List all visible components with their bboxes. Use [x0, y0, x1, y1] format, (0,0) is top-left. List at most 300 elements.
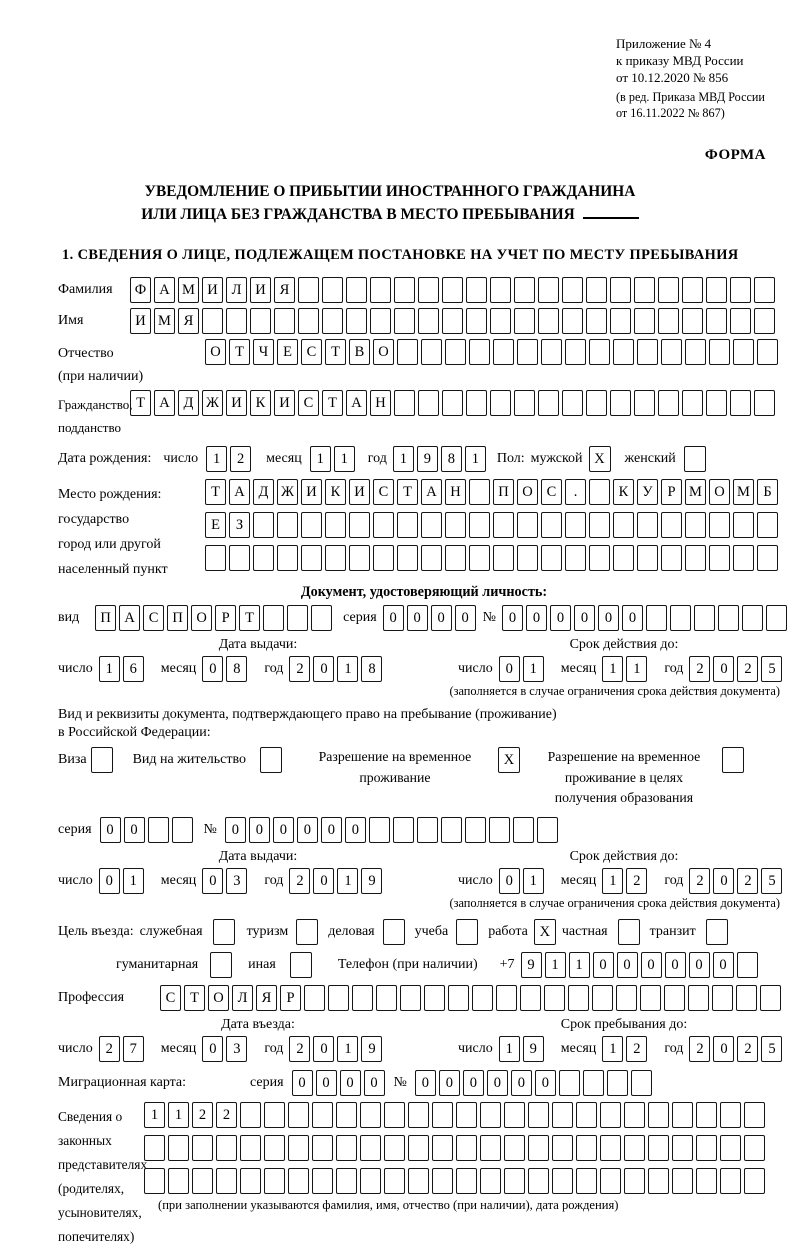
char-cell[interactable]: [670, 605, 691, 631]
char-cell[interactable]: С: [373, 479, 394, 505]
char-cell[interactable]: И: [130, 308, 151, 334]
char-cell[interactable]: [418, 308, 439, 334]
char-cell[interactable]: [369, 817, 390, 843]
char-cell[interactable]: [648, 1102, 669, 1128]
char-cell[interactable]: 0: [340, 1070, 361, 1096]
char-cell[interactable]: [216, 1168, 237, 1194]
char-cell[interactable]: [445, 545, 466, 571]
char-cell[interactable]: [544, 985, 565, 1011]
char-cell[interactable]: 8: [361, 656, 382, 682]
char-cell[interactable]: 0: [499, 656, 520, 682]
char-cell[interactable]: О: [208, 985, 229, 1011]
char-cell[interactable]: 0: [202, 1036, 223, 1062]
char-cell[interactable]: 0: [499, 868, 520, 894]
char-cell[interactable]: 0: [550, 605, 571, 631]
char-cell[interactable]: 0: [313, 1036, 334, 1062]
char-cell[interactable]: [421, 545, 442, 571]
char-cell[interactable]: [312, 1102, 333, 1128]
char-cell[interactable]: Р: [215, 605, 236, 631]
char-cell[interactable]: [685, 545, 706, 571]
char-cell[interactable]: 5: [761, 656, 782, 682]
char-cell[interactable]: [349, 545, 370, 571]
purpose-tourism-checkbox[interactable]: [296, 919, 318, 945]
char-cell[interactable]: Т: [184, 985, 205, 1011]
char-cell[interactable]: 0: [383, 605, 404, 631]
char-cell[interactable]: [661, 545, 682, 571]
char-cell[interactable]: 1: [602, 1036, 623, 1062]
char-cell[interactable]: Я: [256, 985, 277, 1011]
sex-female-checkbox[interactable]: [684, 446, 706, 472]
char-cell[interactable]: [730, 390, 751, 416]
char-cell[interactable]: [610, 390, 631, 416]
char-cell[interactable]: [432, 1168, 453, 1194]
char-cell[interactable]: [613, 512, 634, 538]
char-cell[interactable]: [360, 1102, 381, 1128]
char-cell[interactable]: 2: [626, 868, 647, 894]
char-cell[interactable]: Д: [178, 390, 199, 416]
char-cell[interactable]: 1: [393, 446, 414, 472]
char-cell[interactable]: [346, 277, 367, 303]
char-cell[interactable]: [586, 390, 607, 416]
char-cell[interactable]: 9: [521, 952, 542, 978]
char-cell[interactable]: 0: [574, 605, 595, 631]
char-cell[interactable]: 8: [226, 656, 247, 682]
char-cell[interactable]: [541, 545, 562, 571]
visa-checkbox[interactable]: [91, 747, 113, 773]
char-cell[interactable]: [322, 308, 343, 334]
char-cell[interactable]: [757, 512, 778, 538]
char-cell[interactable]: Ж: [277, 479, 298, 505]
char-cell[interactable]: [202, 308, 223, 334]
char-cell[interactable]: И: [301, 479, 322, 505]
char-cell[interactable]: [517, 512, 538, 538]
char-cell[interactable]: 3: [226, 1036, 247, 1062]
char-cell[interactable]: [744, 1135, 765, 1161]
char-cell[interactable]: [576, 1168, 597, 1194]
char-cell[interactable]: [514, 277, 535, 303]
char-cell[interactable]: [274, 308, 295, 334]
char-cell[interactable]: С: [298, 390, 319, 416]
char-cell[interactable]: [730, 277, 751, 303]
char-cell[interactable]: 0: [124, 817, 145, 843]
char-cell[interactable]: [694, 605, 715, 631]
char-cell[interactable]: [637, 512, 658, 538]
char-cell[interactable]: [736, 985, 757, 1011]
char-cell[interactable]: [490, 277, 511, 303]
char-cell[interactable]: [706, 308, 727, 334]
char-cell[interactable]: 1: [310, 446, 331, 472]
char-cell[interactable]: [541, 339, 562, 365]
char-cell[interactable]: [576, 1102, 597, 1128]
char-cell[interactable]: 2: [689, 868, 710, 894]
char-cell[interactable]: [480, 1102, 501, 1128]
char-cell[interactable]: [408, 1168, 429, 1194]
purpose-business-checkbox[interactable]: [383, 919, 405, 945]
char-cell[interactable]: 7: [123, 1036, 144, 1062]
char-cell[interactable]: [287, 605, 308, 631]
char-cell[interactable]: [754, 308, 775, 334]
char-cell[interactable]: [432, 1135, 453, 1161]
char-cell[interactable]: А: [119, 605, 140, 631]
char-cell[interactable]: 0: [273, 817, 294, 843]
char-cell[interactable]: 1: [602, 868, 623, 894]
char-cell[interactable]: [144, 1168, 165, 1194]
char-cell[interactable]: [672, 1102, 693, 1128]
char-cell[interactable]: С: [541, 479, 562, 505]
char-cell[interactable]: [394, 390, 415, 416]
char-cell[interactable]: 0: [297, 817, 318, 843]
char-cell[interactable]: [373, 545, 394, 571]
char-cell[interactable]: [504, 1168, 525, 1194]
char-cell[interactable]: [624, 1168, 645, 1194]
char-cell[interactable]: [264, 1102, 285, 1128]
char-cell[interactable]: [586, 277, 607, 303]
char-cell[interactable]: [469, 479, 490, 505]
char-cell[interactable]: [456, 1135, 477, 1161]
char-cell[interactable]: 2: [99, 1036, 120, 1062]
char-cell[interactable]: [709, 339, 730, 365]
char-cell[interactable]: [682, 308, 703, 334]
char-cell[interactable]: 9: [361, 868, 382, 894]
char-cell[interactable]: 2: [689, 656, 710, 682]
char-cell[interactable]: [592, 985, 613, 1011]
char-cell[interactable]: [421, 512, 442, 538]
char-cell[interactable]: [370, 277, 391, 303]
char-cell[interactable]: [397, 512, 418, 538]
char-cell[interactable]: Д: [253, 479, 274, 505]
char-cell[interactable]: [240, 1102, 261, 1128]
char-cell[interactable]: [562, 277, 583, 303]
char-cell[interactable]: [312, 1168, 333, 1194]
char-cell[interactable]: 0: [511, 1070, 532, 1096]
char-cell[interactable]: [607, 1070, 628, 1096]
char-cell[interactable]: К: [250, 390, 271, 416]
char-cell[interactable]: [216, 1135, 237, 1161]
char-cell[interactable]: [384, 1135, 405, 1161]
char-cell[interactable]: [352, 985, 373, 1011]
char-cell[interactable]: [168, 1135, 189, 1161]
char-cell[interactable]: [720, 1102, 741, 1128]
char-cell[interactable]: 0: [502, 605, 523, 631]
char-cell[interactable]: [448, 985, 469, 1011]
char-cell[interactable]: [349, 512, 370, 538]
char-cell[interactable]: .: [565, 479, 586, 505]
char-cell[interactable]: К: [325, 479, 346, 505]
char-cell[interactable]: [298, 277, 319, 303]
char-cell[interactable]: 5: [761, 1036, 782, 1062]
char-cell[interactable]: 0: [526, 605, 547, 631]
char-cell[interactable]: [565, 545, 586, 571]
char-cell[interactable]: 9: [361, 1036, 382, 1062]
char-cell[interactable]: [514, 308, 535, 334]
char-cell[interactable]: 0: [593, 952, 614, 978]
char-cell[interactable]: 0: [99, 868, 120, 894]
char-cell[interactable]: [583, 1070, 604, 1096]
char-cell[interactable]: [418, 277, 439, 303]
purpose-private-checkbox[interactable]: [618, 919, 640, 945]
residence-permit-checkbox[interactable]: [260, 747, 282, 773]
char-cell[interactable]: [393, 817, 414, 843]
char-cell[interactable]: [528, 1168, 549, 1194]
char-cell[interactable]: [589, 479, 610, 505]
char-cell[interactable]: Р: [661, 479, 682, 505]
char-cell[interactable]: [648, 1135, 669, 1161]
char-cell[interactable]: [465, 817, 486, 843]
char-cell[interactable]: 0: [316, 1070, 337, 1096]
char-cell[interactable]: 0: [665, 952, 686, 978]
char-cell[interactable]: [658, 390, 679, 416]
char-cell[interactable]: [336, 1168, 357, 1194]
char-cell[interactable]: [192, 1168, 213, 1194]
char-cell[interactable]: С: [301, 339, 322, 365]
sex-male-checkbox[interactable]: X: [589, 446, 611, 472]
char-cell[interactable]: [394, 308, 415, 334]
char-cell[interactable]: [514, 390, 535, 416]
char-cell[interactable]: [517, 339, 538, 365]
char-cell[interactable]: И: [274, 390, 295, 416]
char-cell[interactable]: Я: [274, 277, 295, 303]
char-cell[interactable]: [168, 1168, 189, 1194]
char-cell[interactable]: 1: [626, 656, 647, 682]
char-cell[interactable]: [288, 1168, 309, 1194]
char-cell[interactable]: [744, 1168, 765, 1194]
char-cell[interactable]: 0: [321, 817, 342, 843]
char-cell[interactable]: 0: [463, 1070, 484, 1096]
char-cell[interactable]: [263, 605, 284, 631]
char-cell[interactable]: 1: [144, 1102, 165, 1128]
char-cell[interactable]: Я: [178, 308, 199, 334]
char-cell[interactable]: Е: [205, 512, 226, 538]
char-cell[interactable]: [489, 817, 510, 843]
char-cell[interactable]: [661, 512, 682, 538]
char-cell[interactable]: [613, 339, 634, 365]
char-cell[interactable]: О: [191, 605, 212, 631]
char-cell[interactable]: [658, 277, 679, 303]
purpose-other-checkbox[interactable]: [290, 952, 312, 978]
char-cell[interactable]: [589, 512, 610, 538]
char-cell[interactable]: [513, 817, 534, 843]
char-cell[interactable]: [432, 1102, 453, 1128]
char-cell[interactable]: Т: [130, 390, 151, 416]
char-cell[interactable]: 1: [569, 952, 590, 978]
char-cell[interactable]: [325, 512, 346, 538]
char-cell[interactable]: 3: [226, 868, 247, 894]
char-cell[interactable]: П: [95, 605, 116, 631]
char-cell[interactable]: [288, 1135, 309, 1161]
char-cell[interactable]: 2: [289, 1036, 310, 1062]
char-cell[interactable]: [634, 277, 655, 303]
char-cell[interactable]: [559, 1070, 580, 1096]
char-cell[interactable]: А: [421, 479, 442, 505]
char-cell[interactable]: [417, 817, 438, 843]
char-cell[interactable]: [520, 985, 541, 1011]
char-cell[interactable]: 0: [598, 605, 619, 631]
char-cell[interactable]: [253, 545, 274, 571]
char-cell[interactable]: А: [154, 390, 175, 416]
char-cell[interactable]: [172, 817, 193, 843]
char-cell[interactable]: 9: [523, 1036, 544, 1062]
char-cell[interactable]: [709, 545, 730, 571]
char-cell[interactable]: [565, 512, 586, 538]
char-cell[interactable]: [466, 390, 487, 416]
char-cell[interactable]: [301, 512, 322, 538]
purpose-official-checkbox[interactable]: [213, 919, 235, 945]
char-cell[interactable]: 1: [168, 1102, 189, 1128]
char-cell[interactable]: О: [709, 479, 730, 505]
char-cell[interactable]: 5: [761, 868, 782, 894]
char-cell[interactable]: [528, 1102, 549, 1128]
char-cell[interactable]: [493, 545, 514, 571]
char-cell[interactable]: [733, 512, 754, 538]
char-cell[interactable]: [637, 339, 658, 365]
char-cell[interactable]: У: [637, 479, 658, 505]
char-cell[interactable]: [490, 390, 511, 416]
char-cell[interactable]: 2: [626, 1036, 647, 1062]
char-cell[interactable]: [712, 985, 733, 1011]
char-cell[interactable]: [757, 339, 778, 365]
char-cell[interactable]: [528, 1135, 549, 1161]
char-cell[interactable]: Н: [370, 390, 391, 416]
char-cell[interactable]: 1: [545, 952, 566, 978]
char-cell[interactable]: [737, 952, 758, 978]
char-cell[interactable]: [586, 308, 607, 334]
char-cell[interactable]: [616, 985, 637, 1011]
char-cell[interactable]: 2: [737, 868, 758, 894]
char-cell[interactable]: [312, 1135, 333, 1161]
char-cell[interactable]: [640, 985, 661, 1011]
char-cell[interactable]: 0: [415, 1070, 436, 1096]
char-cell[interactable]: [394, 277, 415, 303]
char-cell[interactable]: [240, 1168, 261, 1194]
char-cell[interactable]: [754, 277, 775, 303]
char-cell[interactable]: [600, 1102, 621, 1128]
char-cell[interactable]: М: [178, 277, 199, 303]
char-cell[interactable]: [397, 339, 418, 365]
char-cell[interactable]: [637, 545, 658, 571]
purpose-work-checkbox[interactable]: X: [534, 919, 556, 945]
char-cell[interactable]: К: [613, 479, 634, 505]
char-cell[interactable]: 0: [713, 868, 734, 894]
char-cell[interactable]: [600, 1135, 621, 1161]
char-cell[interactable]: 0: [439, 1070, 460, 1096]
char-cell[interactable]: [696, 1168, 717, 1194]
char-cell[interactable]: [421, 339, 442, 365]
char-cell[interactable]: [634, 390, 655, 416]
char-cell[interactable]: [490, 308, 511, 334]
char-cell[interactable]: 0: [535, 1070, 556, 1096]
char-cell[interactable]: [562, 390, 583, 416]
char-cell[interactable]: М: [733, 479, 754, 505]
char-cell[interactable]: [537, 817, 558, 843]
char-cell[interactable]: [384, 1102, 405, 1128]
char-cell[interactable]: А: [154, 277, 175, 303]
char-cell[interactable]: Л: [226, 277, 247, 303]
char-cell[interactable]: [720, 1168, 741, 1194]
char-cell[interactable]: [709, 512, 730, 538]
char-cell[interactable]: [646, 605, 667, 631]
char-cell[interactable]: 0: [313, 868, 334, 894]
char-cell[interactable]: [469, 339, 490, 365]
char-cell[interactable]: [301, 545, 322, 571]
char-cell[interactable]: [469, 512, 490, 538]
char-cell[interactable]: [493, 512, 514, 538]
char-cell[interactable]: [538, 308, 559, 334]
char-cell[interactable]: Т: [229, 339, 250, 365]
char-cell[interactable]: 2: [737, 656, 758, 682]
char-cell[interactable]: [493, 339, 514, 365]
char-cell[interactable]: [445, 339, 466, 365]
char-cell[interactable]: 1: [123, 868, 144, 894]
char-cell[interactable]: Н: [445, 479, 466, 505]
char-cell[interactable]: 1: [337, 656, 358, 682]
char-cell[interactable]: [718, 605, 739, 631]
char-cell[interactable]: И: [349, 479, 370, 505]
char-cell[interactable]: [397, 545, 418, 571]
char-cell[interactable]: Л: [232, 985, 253, 1011]
char-cell[interactable]: В: [349, 339, 370, 365]
char-cell[interactable]: [685, 339, 706, 365]
char-cell[interactable]: [538, 277, 559, 303]
char-cell[interactable]: Ч: [253, 339, 274, 365]
char-cell[interactable]: О: [373, 339, 394, 365]
char-cell[interactable]: [277, 545, 298, 571]
char-cell[interactable]: [264, 1135, 285, 1161]
char-cell[interactable]: 2: [689, 1036, 710, 1062]
char-cell[interactable]: [504, 1102, 525, 1128]
char-cell[interactable]: [682, 277, 703, 303]
char-cell[interactable]: [229, 545, 250, 571]
char-cell[interactable]: О: [205, 339, 226, 365]
char-cell[interactable]: 0: [202, 868, 223, 894]
char-cell[interactable]: 0: [202, 656, 223, 682]
char-cell[interactable]: [480, 1168, 501, 1194]
char-cell[interactable]: [766, 605, 787, 631]
char-cell[interactable]: [552, 1102, 573, 1128]
char-cell[interactable]: 1: [465, 446, 486, 472]
char-cell[interactable]: [552, 1135, 573, 1161]
char-cell[interactable]: 0: [713, 656, 734, 682]
char-cell[interactable]: [226, 308, 247, 334]
char-cell[interactable]: 0: [100, 817, 121, 843]
char-cell[interactable]: 1: [99, 656, 120, 682]
char-cell[interactable]: [250, 308, 271, 334]
char-cell[interactable]: [688, 985, 709, 1011]
char-cell[interactable]: [148, 817, 169, 843]
char-cell[interactable]: [742, 605, 763, 631]
char-cell[interactable]: 0: [345, 817, 366, 843]
char-cell[interactable]: [442, 308, 463, 334]
char-cell[interactable]: И: [202, 277, 223, 303]
char-cell[interactable]: [456, 1102, 477, 1128]
char-cell[interactable]: [589, 339, 610, 365]
char-cell[interactable]: Т: [322, 390, 343, 416]
char-cell[interactable]: [696, 1135, 717, 1161]
char-cell[interactable]: [373, 512, 394, 538]
purpose-study-checkbox[interactable]: [456, 919, 478, 945]
char-cell[interactable]: А: [229, 479, 250, 505]
char-cell[interactable]: Б: [757, 479, 778, 505]
char-cell[interactable]: 2: [192, 1102, 213, 1128]
char-cell[interactable]: З: [229, 512, 250, 538]
char-cell[interactable]: [720, 1135, 741, 1161]
char-cell[interactable]: [541, 512, 562, 538]
purpose-transit-checkbox[interactable]: [706, 919, 728, 945]
char-cell[interactable]: 0: [225, 817, 246, 843]
char-cell[interactable]: [538, 390, 559, 416]
char-cell[interactable]: Т: [239, 605, 260, 631]
char-cell[interactable]: [192, 1135, 213, 1161]
char-cell[interactable]: [205, 545, 226, 571]
